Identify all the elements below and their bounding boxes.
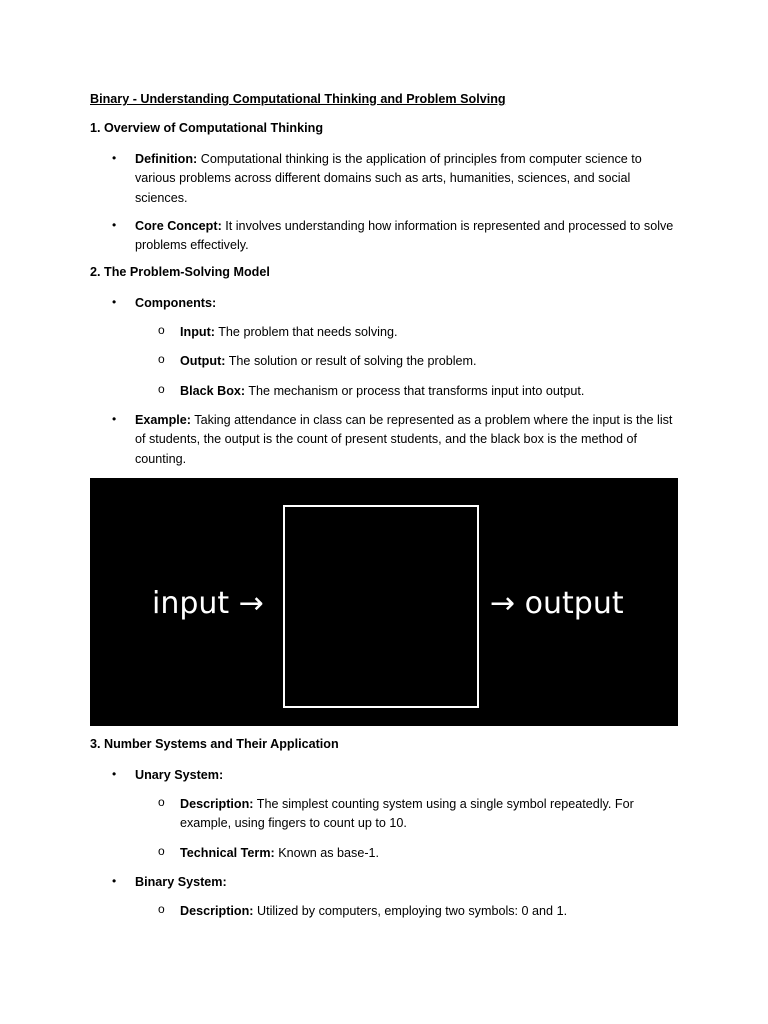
item-text: Taking attendance in class can be represented as a problem where the input is the list of students, the output is the count of present students, and the black box is the method of counting.	[135, 413, 673, 466]
subbullet-icon: o	[158, 795, 165, 809]
sublist-item-output	[180, 352, 680, 371]
sublist-item-input	[180, 323, 680, 342]
item-text: Known as base-1.	[274, 846, 380, 860]
bullet-icon: •	[112, 874, 117, 888]
item-label: Binary System:	[135, 875, 227, 889]
document-title: Binary - Understanding Computational Thinking and Problem Solving	[90, 92, 506, 106]
list-item-unary	[135, 766, 680, 785]
section-heading-number-systems: 3. Number Systems and Their Application	[90, 737, 339, 751]
item-label: Description:	[180, 797, 254, 811]
sublist-item-unary-description	[180, 795, 680, 834]
item-text: The simplest counting system using a single symbol repeatedly. For example, using fingers to count up to 10.	[180, 797, 634, 831]
sublist-item-binary-description	[180, 902, 680, 921]
list-item-example	[135, 411, 680, 469]
item-text: Computational thinking is the application of principles from computer science to various problems across different domains such as arts, humanities, sciences, and social sciences.	[135, 152, 642, 205]
sublist-item-technical-term	[180, 844, 680, 863]
list-item-binary	[135, 873, 680, 892]
item-label: Core Concept:	[135, 219, 222, 233]
subbullet-icon: o	[158, 382, 165, 396]
list-item-definition	[135, 150, 680, 208]
subbullet-icon: o	[158, 323, 165, 337]
item-label: Black Box:	[180, 384, 246, 398]
bullet-icon: •	[112, 218, 117, 232]
subbullet-icon: o	[158, 844, 165, 858]
item-text: The problem that needs solving.	[214, 325, 398, 339]
diagram-black-box	[283, 505, 479, 708]
item-label: Components:	[135, 296, 217, 310]
item-label: Output:	[180, 354, 226, 368]
item-label: Definition:	[135, 152, 198, 166]
item-text: The mechanism or process that transforms input into output.	[245, 384, 585, 398]
section-heading-problem-solving: 2. The Problem-Solving Model	[90, 265, 270, 279]
sublist-item-black-box	[180, 382, 680, 401]
item-label: Example:	[135, 413, 191, 427]
bullet-icon: •	[112, 767, 117, 781]
item-label: Unary System:	[135, 768, 224, 782]
section-heading-overview: 1. Overview of Computational Thinking	[90, 121, 324, 135]
diagram-output-label: → output	[490, 586, 624, 621]
subbullet-icon: o	[158, 902, 165, 916]
item-label: Input:	[180, 325, 215, 339]
bullet-icon: •	[112, 412, 117, 426]
item-label: Description:	[180, 904, 254, 918]
item-label: Technical Term:	[180, 846, 275, 860]
item-text: It involves understanding how information is represented and processed to solve problems effectively.	[135, 219, 674, 253]
diagram-input-label: input →	[152, 586, 264, 621]
item-text: Utilized by computers, employing two symbols: 0 and 1.	[253, 904, 568, 918]
black-box-diagram	[90, 478, 678, 726]
list-item-core-concept	[135, 217, 680, 256]
bullet-icon: •	[112, 295, 117, 309]
list-item-components	[135, 294, 680, 313]
subbullet-icon: o	[158, 352, 165, 366]
item-text: The solution or result of solving the problem.	[225, 354, 477, 368]
bullet-icon: •	[112, 151, 117, 165]
